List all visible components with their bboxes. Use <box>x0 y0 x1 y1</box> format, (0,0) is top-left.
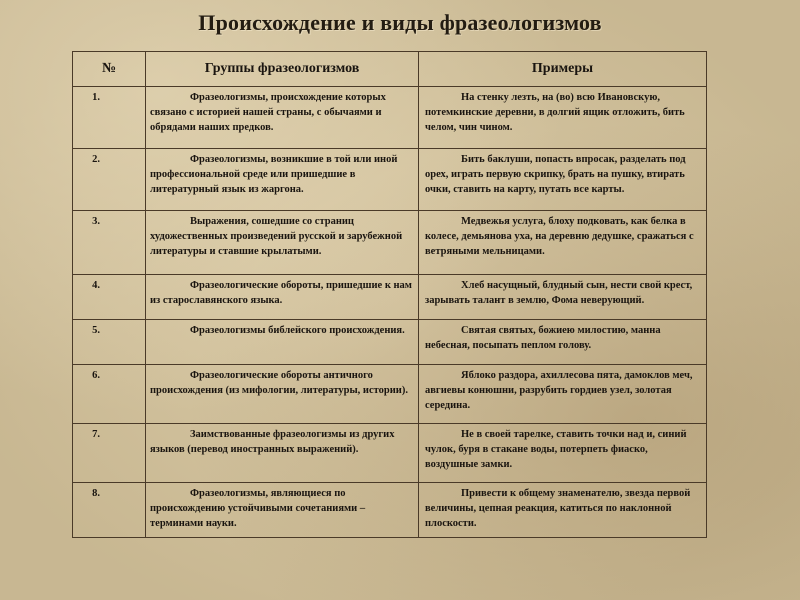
row-group <box>146 424 419 483</box>
row-examples <box>419 483 707 538</box>
table-row <box>73 149 707 211</box>
row-examples <box>419 320 707 365</box>
row-group-text: Фразеологические обороты, пришедшие к нам из старославянского языка. <box>150 280 412 306</box>
row-group-text: Выражения, сошедшие со страниц художественных произведений русской и зарубежной литературы и ставшие крылатыми. <box>150 216 403 257</box>
row-number: 2. <box>73 149 146 211</box>
row-examples-text: Святая святых, божиею милостию, манна небесная, посыпать пеплом голову. <box>425 325 661 351</box>
table-row <box>73 211 707 275</box>
table-row <box>73 483 707 538</box>
table-row <box>73 87 707 149</box>
row-examples-text: Не в своей тарелке, ставить точки над и, синий чулок, буря в стакане воды, потерпеть фиаско, воздушные замки. <box>425 429 687 470</box>
header-examples: Примеры <box>419 52 707 87</box>
row-examples <box>419 365 707 424</box>
row-number: 1. <box>73 87 146 149</box>
page-title: Происхождение и виды фразеологизмов <box>198 10 602 35</box>
table-row <box>73 275 707 320</box>
row-examples-text: Медвежья услуга, блоху подковать, как белка в колесе, демьянова уха, на деревню дедушке, сражаться с ветряными мельницами. <box>425 216 694 257</box>
row-group-text: Фразеологизмы, возникшие в той или иной профессиональной среде или пришедшие в литературный язык из жаргона. <box>150 154 398 195</box>
header-groups: Группы фразеологизмов <box>146 52 419 87</box>
row-number: 6. <box>73 365 146 424</box>
row-examples <box>419 149 707 211</box>
table-row <box>73 424 707 483</box>
row-group-text: Фразеологизмы библейского происхождения. <box>190 325 405 336</box>
row-group <box>146 365 419 424</box>
phraseology-table <box>72 51 707 538</box>
header-number: № <box>73 52 146 87</box>
row-number: 7. <box>73 424 146 483</box>
row-examples <box>419 211 707 275</box>
row-group-text: Фразеологические обороты античного происхождения (из мифологии, литературы, истории). <box>150 370 408 396</box>
row-group <box>146 320 419 365</box>
row-examples <box>419 424 707 483</box>
row-examples <box>419 87 707 149</box>
row-group-text: Заимствованные фразеологизмы из других языков (перевод иностранных выражений). <box>150 429 395 455</box>
table-row <box>73 365 707 424</box>
row-group <box>146 483 419 538</box>
row-examples-text: Яблоко раздора, ахиллесова пята, дамоклов меч, авгиевы конюшни, разрубить гордиев узел, золотая середина. <box>425 370 693 411</box>
row-examples-text: Бить баклуши, попасть впросак, разделать под орех, играть первую скрипку, брать на пушку, втирать очки, ставить на карту, путать все карты. <box>425 154 686 195</box>
row-number: 4. <box>73 275 146 320</box>
row-number: 5. <box>73 320 146 365</box>
row-number: 3. <box>73 211 146 275</box>
row-examples-text: На стенку лезть, на (во) всю Ивановскую, потемкинские деревни, в долгий ящик отложить, бить челом, чин чином. <box>425 92 685 133</box>
row-group <box>146 149 419 211</box>
row-group <box>146 87 419 149</box>
row-group-text: Фразеологизмы, происхождение которых связано с историей нашей страны, с обычаями и обрядами наших предков. <box>150 92 386 133</box>
table-row <box>73 320 707 365</box>
row-number: 8. <box>73 483 146 538</box>
row-group <box>146 211 419 275</box>
row-examples-text: Хлеб насущный, блудный сын, нести свой крест, зарывать талант в землю, Фома неверующий. <box>425 280 693 306</box>
table-header-row <box>73 52 707 87</box>
row-examples-text: Привести к общему знаменателю, звезда первой величины, цепная реакция, катиться по наклонной плоскости. <box>425 488 691 529</box>
row-group-text: Фразеологизмы, являющиеся по происхождению устойчивыми сочетаниями – терминами науки. <box>150 488 366 529</box>
row-group <box>146 275 419 320</box>
row-examples <box>419 275 707 320</box>
